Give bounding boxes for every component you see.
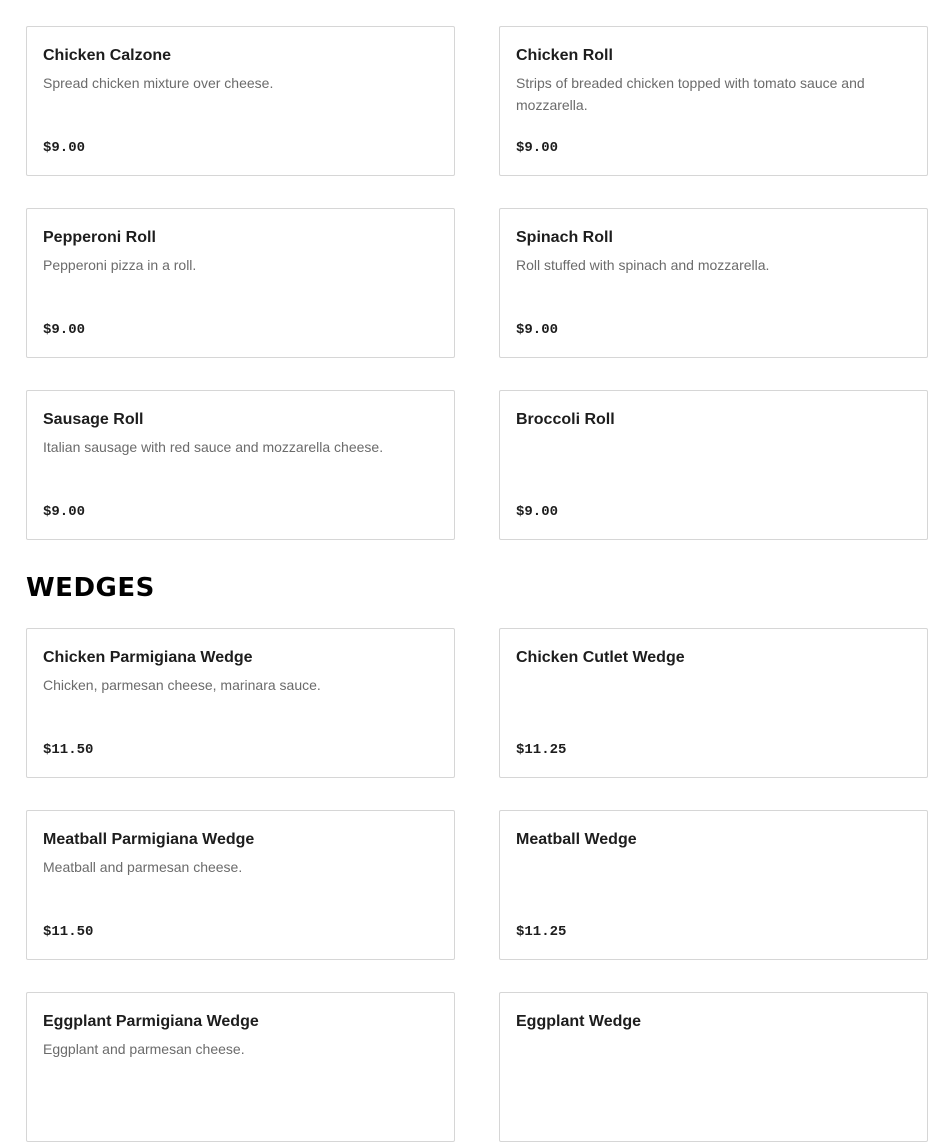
menu-item-description: Italian sausage with red sauce and mozzarella cheese.: [43, 439, 384, 455]
menu-item-name: Chicken Calzone: [43, 47, 172, 64]
menu-item-card[interactable]: [26, 390, 455, 540]
menu-item-card[interactable]: [499, 26, 928, 176]
menu-item-name: Meatball Wedge: [516, 831, 637, 848]
menu-item-name: Chicken Roll: [516, 47, 613, 64]
menu-item-name: Chicken Parmigiana Wedge: [43, 649, 253, 666]
menu-item-card[interactable]: [499, 208, 928, 358]
section-title-wedges: WEDGES: [26, 573, 155, 603]
wedges-menu-grid: [26, 628, 928, 1142]
menu-item-price: $11.25: [516, 924, 567, 940]
menu-item-description: Eggplant and parmesan cheese.: [43, 1041, 245, 1057]
menu-item-name: Pepperoni Roll: [43, 229, 156, 246]
menu-item-name: Meatball Parmigiana Wedge: [43, 831, 255, 848]
menu-item-card[interactable]: [499, 628, 928, 778]
menu-item-price: $9.00: [516, 140, 559, 156]
menu-item-name: Broccoli Roll: [516, 411, 615, 428]
menu-item-price: $9.00: [43, 140, 86, 156]
menu-item-name: Chicken Cutlet Wedge: [516, 649, 685, 666]
menu-item-price: $9.00: [516, 504, 559, 520]
menu-item-price: $9.00: [516, 322, 559, 338]
menu-item-card[interactable]: [26, 26, 455, 176]
menu-item-card[interactable]: [26, 208, 455, 358]
menu-item-card[interactable]: [26, 810, 455, 960]
menu-item-price: $11.25: [516, 742, 567, 758]
menu-item-card[interactable]: [499, 992, 928, 1142]
menu-item-description: Spread chicken mixture over cheese.: [43, 75, 274, 91]
rolls-menu-grid: [26, 26, 928, 540]
menu-item-name: Eggplant Wedge: [516, 1013, 642, 1030]
menu-item-price: $9.00: [43, 322, 86, 338]
menu-item-description: Chicken, parmesan cheese, marinara sauce.: [43, 677, 321, 693]
menu-item-description: Pepperoni pizza in a roll.: [43, 257, 197, 273]
menu-item-price: $11.50: [43, 924, 94, 940]
menu-item-price: $9.00: [43, 504, 86, 520]
menu-item-card[interactable]: [26, 992, 455, 1142]
menu-item-name: Eggplant Parmigiana Wedge: [43, 1013, 259, 1030]
menu-item-description: Roll stuffed with spinach and mozzarella.: [516, 257, 770, 273]
menu-item-card[interactable]: [26, 628, 455, 778]
menu-item-description: Meatball and parmesan cheese.: [43, 859, 243, 875]
menu-item-name: Sausage Roll: [43, 411, 144, 428]
menu-item-description: Strips of breaded chicken topped with tomato sauce and mozzarella.: [516, 75, 865, 113]
menu-item-price: $11.50: [43, 742, 94, 758]
menu-item-card[interactable]: [499, 390, 928, 540]
menu-item-card[interactable]: [499, 810, 928, 960]
menu-item-name: Spinach Roll: [516, 229, 613, 246]
